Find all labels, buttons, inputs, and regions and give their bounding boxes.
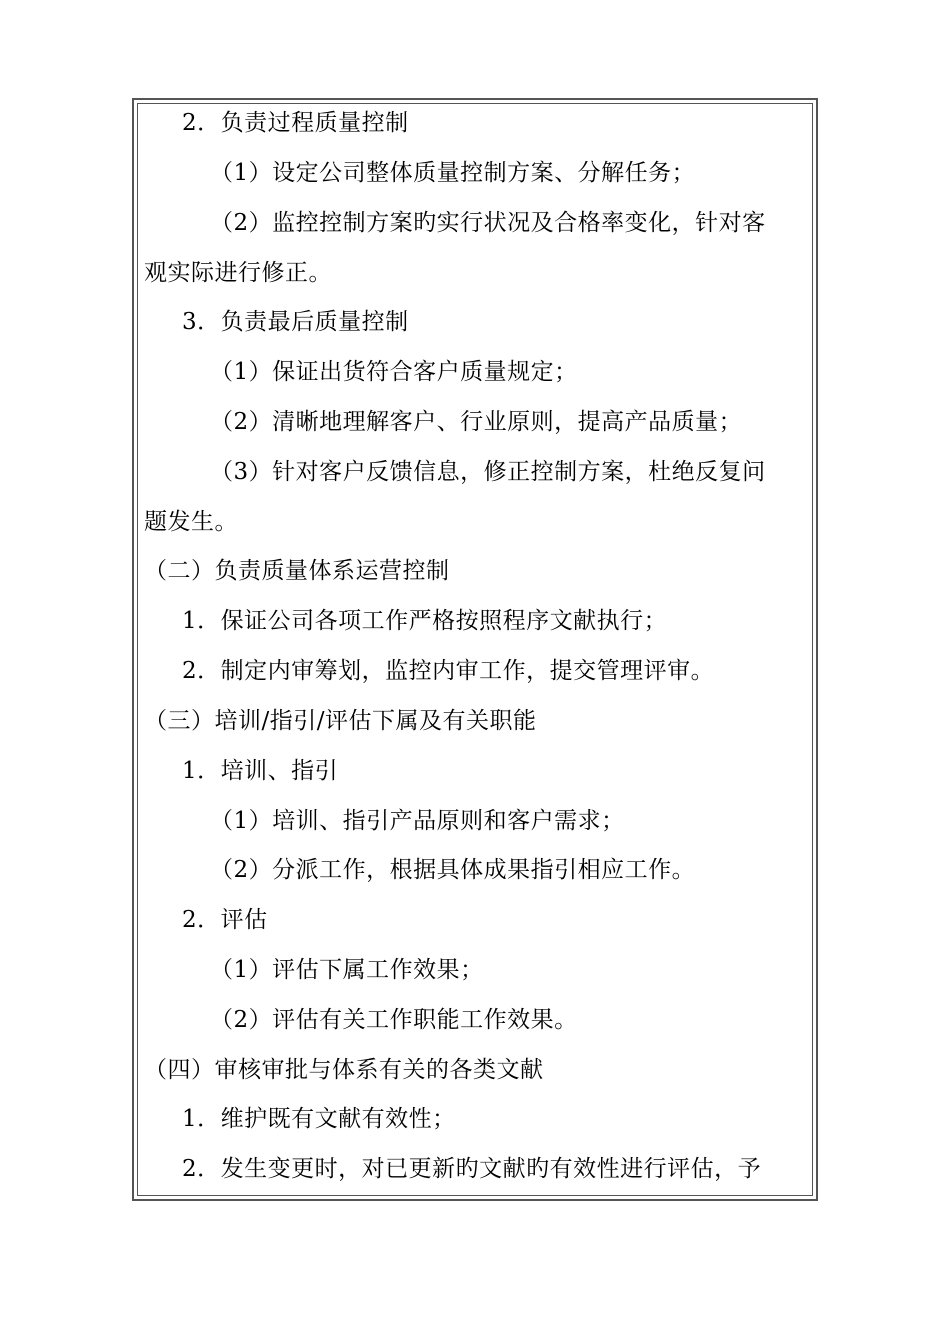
list-item-2-2: （2）清晰地理解客户、行业原则，提高产品质量； xyxy=(210,409,743,435)
heading-process-quality-control: 2．负责过程质量控制 xyxy=(182,110,409,136)
section-4-item-2: 2．发生变更时，对已更新旳文献旳有效性进行评估，予 xyxy=(182,1156,762,1182)
section-3-training-item-1: （1）培训、指引产品原则和客户需求； xyxy=(210,808,625,834)
list-item-2-3: （3）针对客户反馈信息，修正控制方案，杜绝反复问 xyxy=(210,459,766,485)
list-item-2-1: （1）保证出货符合客户质量规定； xyxy=(210,359,578,385)
list-item-1-2: （2）监控控制方案旳实行状况及合格率变化，针对客 xyxy=(210,210,766,236)
heading-final-quality-control: 3．负责最后质量控制 xyxy=(182,309,409,335)
section-heading-3: （三）培训/指引/评估下属及有关职能 xyxy=(144,708,537,734)
section-heading-4: （四）审核审批与体系有关的各类文献 xyxy=(144,1057,544,1083)
section-3-training-item-2: （2）分派工作，根据具体成果指引相应工作。 xyxy=(210,857,696,883)
section-3-heading-evaluation: 2．评估 xyxy=(182,907,268,933)
section-3-evaluation-item-2: （2）评估有关工作职能工作效果。 xyxy=(210,1007,578,1033)
section-4-item-1: 1．维护既有文献有效性； xyxy=(182,1106,456,1132)
section-3-heading-training: 1．培训、指引 xyxy=(182,758,339,784)
list-item-1-1: （1）设定公司整体质量控制方案、分解任务； xyxy=(210,160,696,186)
section-heading-2: （二）负责质量体系运营控制 xyxy=(144,558,450,584)
list-item-2-3-continued: 题发生。 xyxy=(144,509,238,535)
section-2-item-2: 2．制定内审筹划，监控内审工作，提交管理评审。 xyxy=(182,658,715,684)
section-2-item-1: 1．保证公司各项工作严格按照程序文献执行； xyxy=(182,608,668,634)
section-3-evaluation-item-1: （1）评估下属工作效果； xyxy=(210,957,484,983)
list-item-1-2-continued: 观实际进行修正。 xyxy=(144,260,332,286)
